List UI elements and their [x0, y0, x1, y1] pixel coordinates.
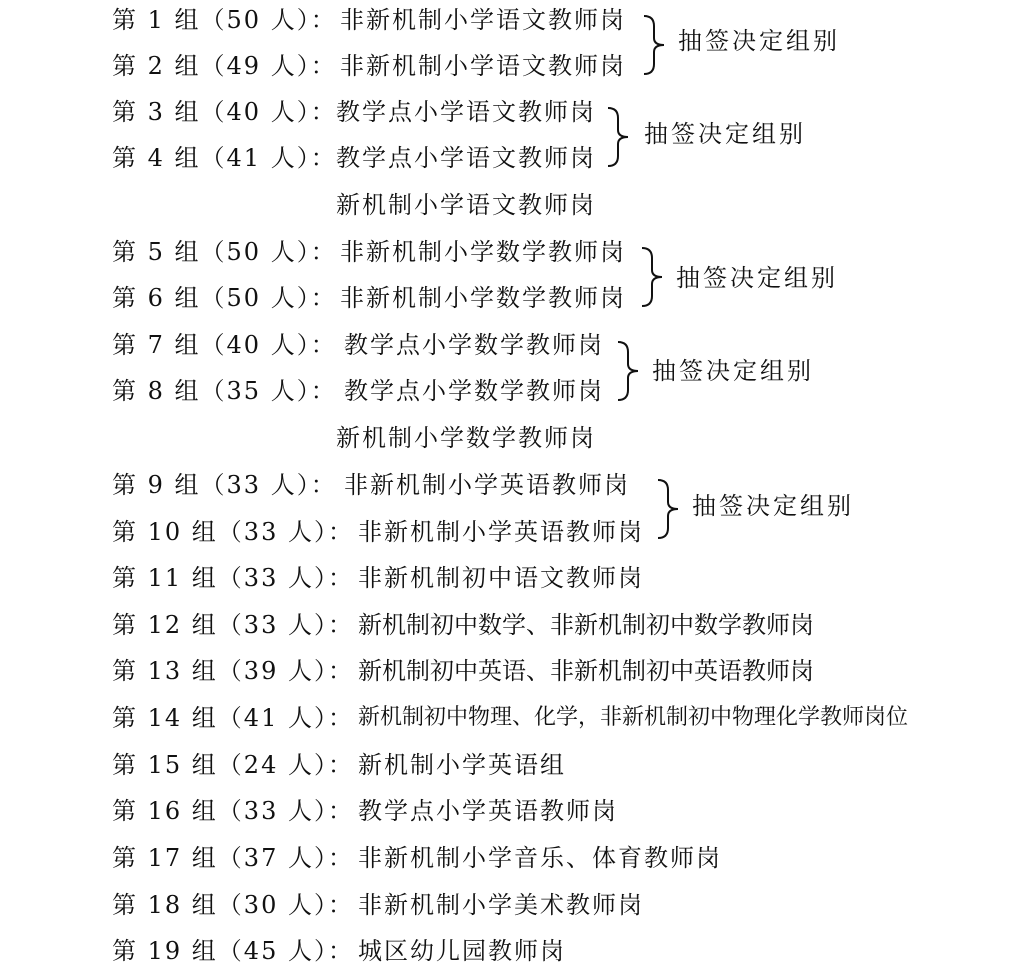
- group-position: 非新机制小学英语教师岗: [358, 518, 644, 546]
- group-position: 新机制小学语文教师岗: [336, 191, 596, 219]
- group-label: 第 10 组（33 人）：: [112, 518, 354, 546]
- group-label: 第 6 组（50 人）：: [112, 284, 337, 312]
- group-label: 第 17 组（37 人）：: [112, 844, 354, 872]
- group-position: 非新机制小学音乐、体育教师岗: [358, 844, 722, 872]
- group-position: 非新机制小学数学教师岗: [340, 284, 626, 312]
- group-label: 第 5 组（50 人）：: [112, 238, 337, 266]
- right-brace-icon: [642, 14, 672, 76]
- right-brace-icon: [606, 106, 636, 168]
- group-position: 非新机制小学数学教师岗: [340, 238, 626, 266]
- group-position: 非新机制小学美术教师岗: [358, 891, 644, 919]
- brace-note: 抽签决定组别: [644, 120, 806, 148]
- group-position: 非新机制小学语文教师岗: [340, 52, 626, 80]
- group-label: 第 16 组（33 人）：: [112, 797, 354, 825]
- group-position: 新机制初中数学、非新机制初中数学教师岗: [358, 611, 814, 639]
- right-brace-icon: [640, 246, 670, 308]
- group-label: 第 14 组（41 人）：: [112, 704, 354, 732]
- group-label: 第 12 组（33 人）：: [112, 611, 354, 639]
- group-label: 第 3 组（40 人）：: [112, 98, 337, 126]
- group-label: 第 9 组（33 人）：: [112, 471, 337, 499]
- right-brace-icon: [616, 340, 646, 402]
- group-position: 新机制小学英语组: [358, 751, 566, 779]
- group-label: 第 7 组（40 人）：: [112, 331, 337, 359]
- group-position: 教学点小学英语教师岗: [358, 797, 618, 825]
- group-position: 新机制初中英语、非新机制初中英语教师岗: [358, 657, 814, 685]
- group-position: 城区幼儿园教师岗: [358, 937, 566, 965]
- group-label: 第 18 组（30 人）：: [112, 891, 354, 919]
- right-brace-icon: [656, 478, 686, 540]
- brace-note: 抽签决定组别: [692, 492, 854, 520]
- group-position: 非新机制小学英语教师岗: [344, 471, 630, 499]
- group-label: 第 11 组（33 人）：: [112, 564, 354, 592]
- group-position: 教学点小学语文教师岗: [336, 98, 596, 126]
- group-position: 非新机制小学语文教师岗: [340, 6, 626, 34]
- group-label: 第 15 组（24 人）：: [112, 751, 354, 779]
- group-position: 教学点小学数学教师岗: [344, 377, 604, 405]
- group-label: 第 4 组（41 人）：: [112, 144, 337, 172]
- group-label: 第 8 组（35 人）：: [112, 377, 337, 405]
- group-label: 第 19 组（45 人）：: [112, 937, 354, 965]
- group-position: 新机制小学数学教师岗: [336, 424, 596, 452]
- group-label: 第 1 组（50 人）：: [112, 6, 337, 34]
- group-label: 第 13 组（39 人）：: [112, 657, 354, 685]
- group-position: 新机制初中物理、化学，非新机制初中物理化学教师岗位: [358, 705, 909, 730]
- group-position: 教学点小学语文教师岗: [336, 144, 596, 172]
- group-position: 教学点小学数学教师岗: [344, 331, 604, 359]
- brace-note: 抽签决定组别: [676, 264, 838, 292]
- group-position: 非新机制初中语文教师岗: [358, 564, 644, 592]
- brace-note: 抽签决定组别: [652, 357, 814, 385]
- brace-note: 抽签决定组别: [678, 27, 840, 55]
- group-label: 第 2 组（49 人）：: [112, 52, 337, 80]
